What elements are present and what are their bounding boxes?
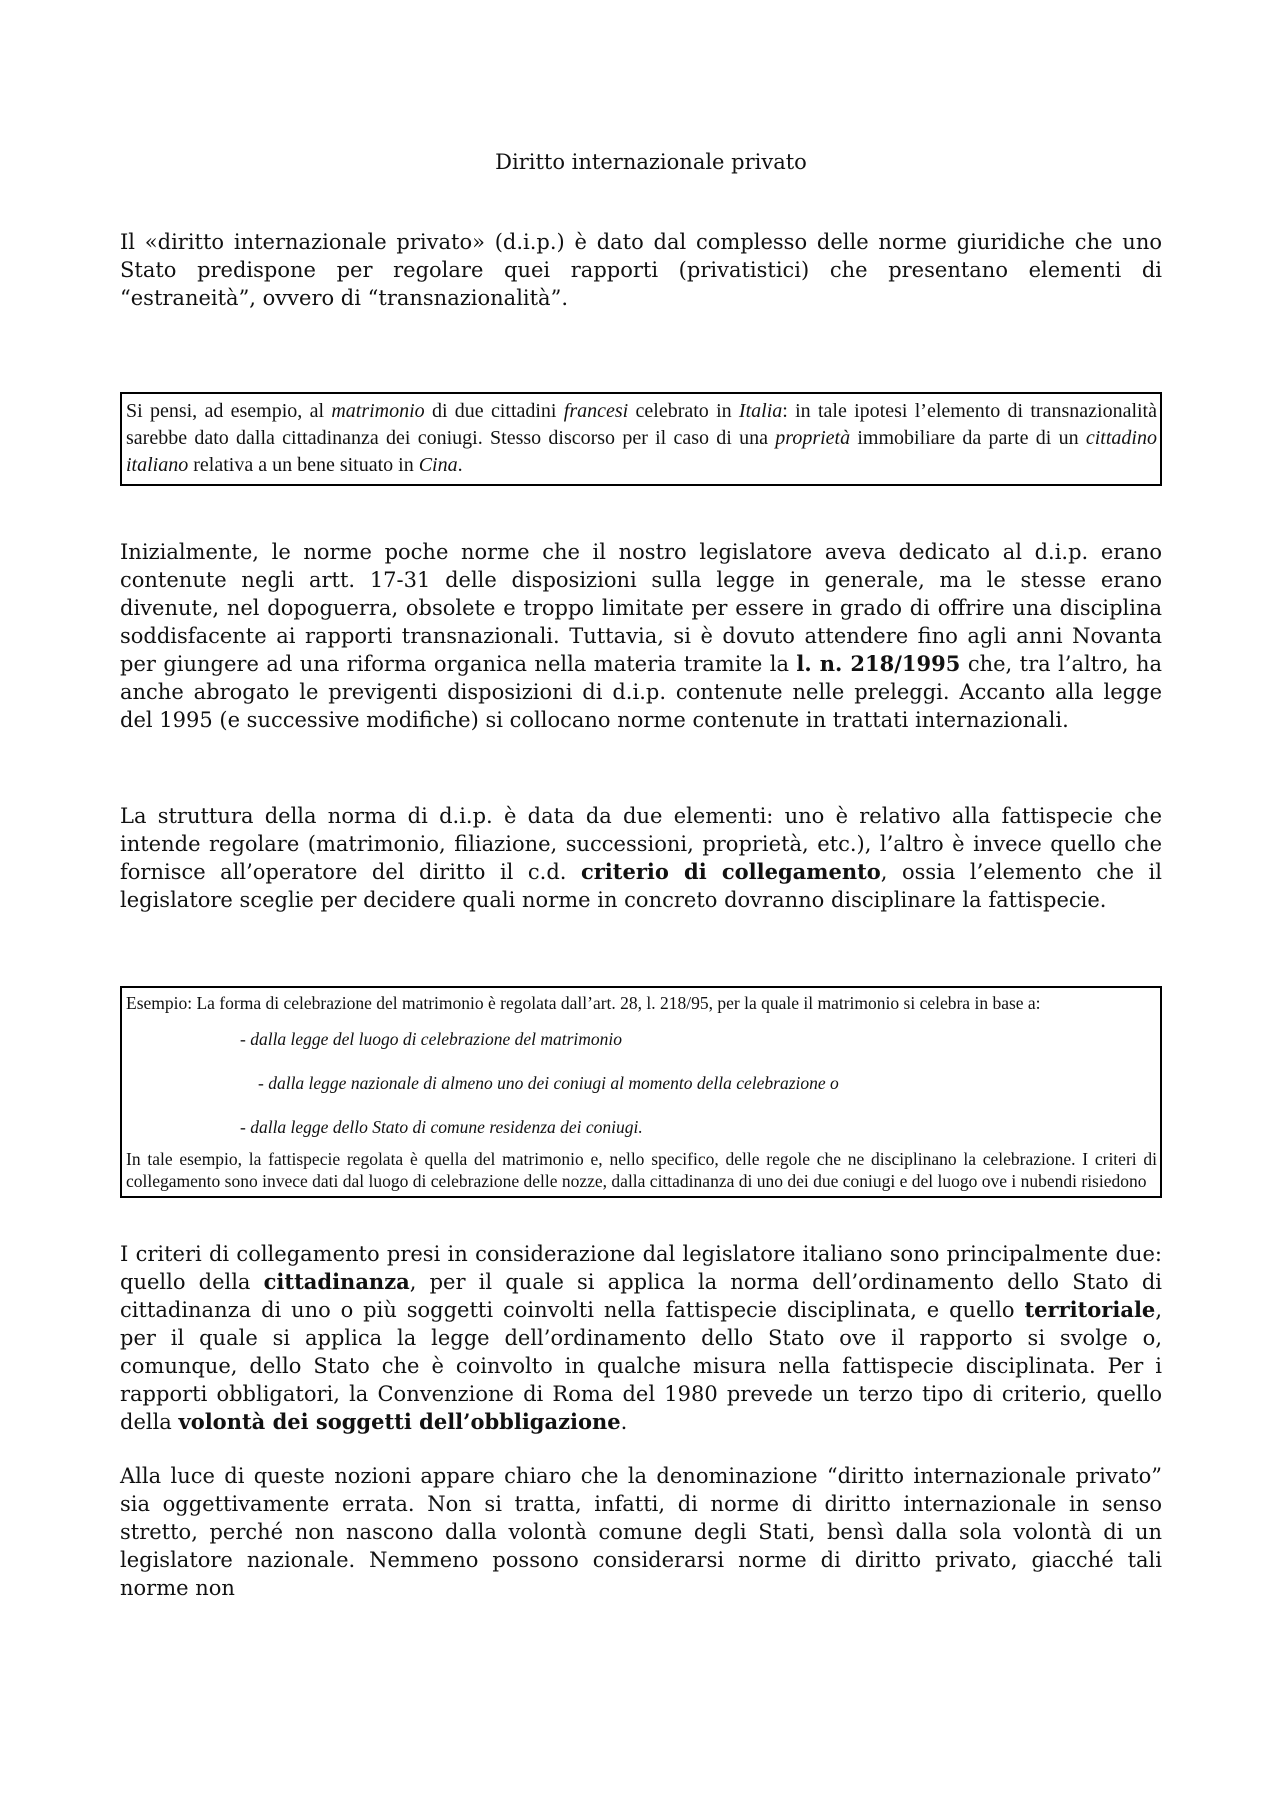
italic-run: matrimonio	[331, 400, 425, 422]
paragraph-conclusion	[120, 1462, 1162, 1602]
text-run: , per il quale si applica la norma dell’ordinamento dello Stato di cittadinanza di uno o più soggetti coinvolti nella fattispecie disciplinata, e quello	[120, 1270, 1162, 1322]
bold-run: l. n. 218/1995	[796, 651, 961, 676]
text-run: I criteri di collegamento presi in considerazione dal legislatore italiano sono principalmente due: quello della	[120, 1242, 1162, 1294]
text-run: Inizialmente, le norme poche norme che il nostro legislatore aveva dedicato al d.i.p. erano contenute negli artt. 17-31 delle disposizioni sulla legge in generale, ma le stesse erano divenute, nel dopoguerra, obsolete e troppo limitate per essere in grado di offrire una disciplina soddisfacente ai rapporti transnazionali. Tuttavia, si è dovuto attendere fino agli anni Novanta per giungere ad una riforma organica nella materia tramite la	[120, 540, 1162, 676]
document-title: Diritto internazionale privato	[495, 150, 807, 174]
text-run: di due cittadini	[424, 400, 564, 422]
list-item: - dalla legge nazionale di almeno uno dei coniugi al momento della celebrazione o	[258, 1073, 839, 1093]
list-item: - dalla legge del luogo di celebrazione del matrimonio	[240, 1029, 623, 1049]
example-list	[126, 1028, 1157, 1138]
text-run: immobiliare da parte di un	[850, 427, 1086, 449]
text-run: .	[620, 1410, 628, 1434]
list-item: - dalla legge dello Stato di comune residenza dei coniugi.	[240, 1117, 643, 1137]
text-run: La struttura della norma di d.i.p. è data da due elementi: uno è relativo alla fattispecie che intende regolare (matrimonio, filiazione, successioni, proprietà, etc.), l’altro è invece quello che fornisce all’operatore del diritto il c.d.	[120, 804, 1162, 884]
bold-run: criterio di collegamento	[580, 859, 881, 884]
text-run: , ossia l’elemento che il legislatore sceglie per decidere quali norme in concreto dovranno disciplinare la fattispecie.	[120, 860, 1162, 912]
text-run: .	[457, 454, 463, 476]
italic-run: proprietà	[775, 427, 851, 449]
paragraph-criteria	[120, 1240, 1162, 1436]
italic-run: cittadino italiano	[126, 427, 1157, 476]
bold-run: volontà dei soggetti dell’obbligazione	[178, 1409, 621, 1434]
paragraph-history	[120, 538, 1162, 734]
text-run: , per il quale si applica la legge dell’ordinamento dello Stato ove il rapporto si svolge o, comunque, dello Stato che è coinvolto in qualche misura nella fattispecie disciplinata. Per i rapporti obbligatori, la Convenzione di Roma del 1980 prevede un terzo tipo di criterio, quello della	[120, 1298, 1162, 1434]
text-run: Si pensi, ad esempio, al	[126, 400, 332, 422]
text-run: Alla luce di queste nozioni appare chiaro che la denominazione “diritto internazionale privato” sia oggettivamente errata. Non si tratta, infatti, di norme di diritto internazionale in senso stretto, perché non nascono dalla volontà comune degli Stati, bensì dalla sola volontà di un legislatore nazionale. Nemmeno possono considerarsi norme di diritto privato, giacché tali norme non	[120, 1464, 1162, 1600]
text-run: : in tale ipotesi l’elemento di transnazionalità sarebbe dato dalla cittadinanza dei coniugi. Stesso discorso per il caso di una	[126, 400, 1157, 449]
text-run: celebrato in	[628, 400, 739, 422]
text-run: Il «diritto internazionale privato» (d.i.p.) è dato dal complesso delle norme giuridiche che uno Stato predispone per regolare quei rapporti (privatistici) che presentano elementi di “estraneità”, ovvero di “transnazionalità”.	[120, 230, 1162, 310]
paragraph-intro	[120, 228, 1162, 312]
example-box-marriage	[120, 392, 1162, 486]
text-run: relativa a un bene situato in	[188, 454, 419, 476]
paragraph-structure	[120, 802, 1162, 914]
italic-run: Cina	[418, 454, 458, 476]
italic-run: francesi	[563, 400, 629, 422]
text-run: che, tra l’altro, ha anche abrogato le previgenti disposizioni di d.i.p. contenute nelle preleggi. Accanto alla legge del 1995 (e successive modifiche) si collocano norme contenute in trattati internazionali.	[120, 652, 1163, 732]
example-closing: In tale esempio, la fattispecie regolata è quella del matrimonio e, nello specifico, delle regole che ne disciplinano la celebrazione. I criteri di collegamento sono invece dati dal luogo di celebrazione delle nozze, dalla cittadinanza di uno dei due coniugi e del luogo ove i nubendi risiedono	[126, 1149, 1157, 1191]
example-intro: Esempio: La forma di celebrazione del matrimonio è regolata dall’art. 28, l. 218/95, per la quale il matrimonio si celebra in base a:	[126, 993, 1041, 1013]
example-box-celebration	[120, 986, 1162, 1198]
italic-run: Italia	[738, 400, 783, 422]
bold-run: cittadinanza	[263, 1269, 410, 1294]
document-page	[120, 148, 1162, 1602]
bold-run: territoriale	[1024, 1297, 1156, 1322]
